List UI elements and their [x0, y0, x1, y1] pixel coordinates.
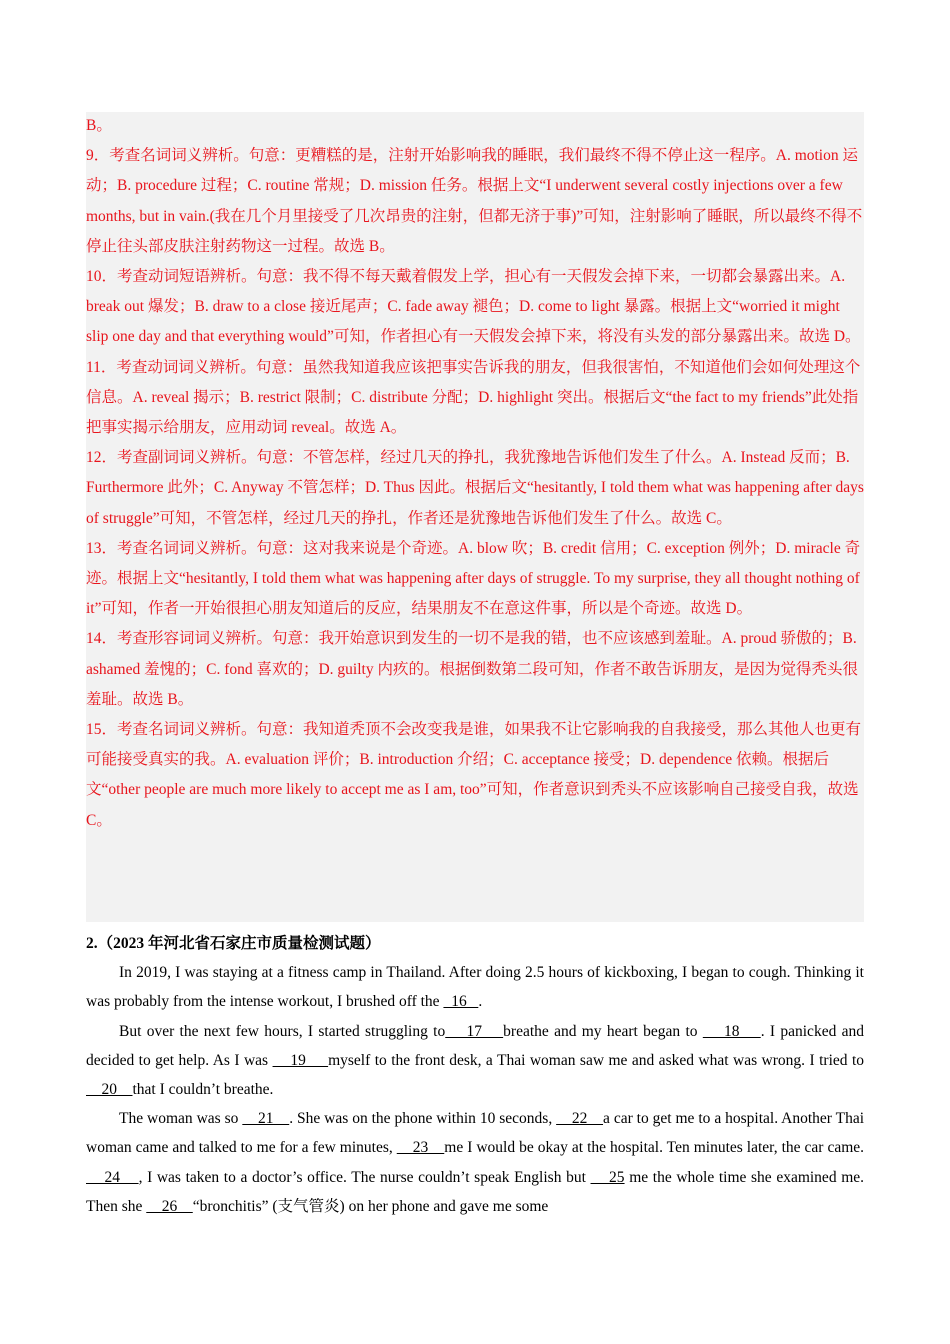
paragraph-text: “bronchitis” (支气管炎) on her phone and gave me some [192, 1197, 549, 1215]
paragraph-text: . She was on the phone within 10 seconds, [289, 1110, 557, 1128]
answer-9: 9．考查名词词义辨析。句意：更糟糕的是，注射开始影响我的睡眠，我们最终不得不停止这一程序。A. motion 运动；B. procedure 过程；C. routine 常规；D. mission 任务。根据上文“I underwent several costly injections over a few months, but in vain.(我在几个月里接受了几次昂贵的注射，但都无济于事)”可知，注射影响了睡眠，所以最终不得不停止往头部皮肤注射药物这一过程。故选 B。 [86, 147, 863, 255]
paragraph-text: a car to get me to a hospital. Another Thai woman came and talked to me for a few minutes, [86, 1110, 865, 1157]
blank-16: 16 [443, 993, 479, 1011]
paragraph-text: that I couldn’t breathe. [132, 1081, 274, 1099]
answer-12: 12．考查副词词义辨析。句意：不管怎样，经过几天的挣扎，我犹豫地告诉他们发生了什么。A. Instead 反而；B. Furthermore 此外；C. Anyway 不管怎样；D. Thus 因此。根据后文“hesitantly, I told them what was happening after days of struggle”可知，不管怎样，经过几天的挣扎，作者还是犹豫地告诉他们发生了什么。故选 C。 [86, 449, 864, 527]
passage-paragraph-2 [86, 1017, 864, 1105]
paragraph-text: breathe and my heart began to [503, 1022, 703, 1040]
blank-17: 17 [445, 1022, 504, 1040]
answer-8-tail: B。 [86, 117, 112, 134]
answer-11: 11．考查动词词义辨析。句意：虽然我知道我应该把事实告诉我的朋友，但我很害怕，不知道他们会如何处理这个信息。A. reveal 揭示；B. restrict 限制；C. distribute 分配；D. highlight 突出。根据后文“the fact to my friends”此处指把事实揭示给朋友，应用动词 reveal。故选 A。 [86, 358, 861, 437]
paragraph-text: . [478, 993, 483, 1011]
paragraph-text: . I panicked and decided to get help. As I was [86, 1022, 865, 1069]
answer-13: 13．考查名词词义辨析。句意：这对我来说是个奇迹。A. blow 吹；B. credit 信用；C. exception 例外；D. miracle 奇迹。根据上文“hesitantly, I told them what was happening after days of struggle. To my surprise, they all thought nothing of it”可知，作者一开始很担心朋友知道后的反应，结果朋友不在意这件事，所以是个奇迹。故选 D。 [86, 539, 861, 618]
paragraph-text: But over the next few hours, I started struggling to [119, 1022, 446, 1040]
answer-14: 14．考查形容词词义辨析。句意：我开始意识到发生的一切不是我的错，也不应该感到羞耻。A. proud 骄傲的；B. ashamed 羞愧的；C. fond 喜欢的；D. guilty 内疚的。根据倒数第二段可知，作者不敢告诉朋友，是因为觉得秃头很羞耻。故选 B。 [86, 630, 858, 708]
paragraph-text: The woman was so [119, 1110, 243, 1128]
blank-24: 24 [86, 1168, 139, 1186]
answer-explanations [86, 111, 864, 836]
paragraph-text: me the whole time she examined me. Then she [86, 1168, 865, 1215]
paragraph-text: , I was taken to a doctor’s office. The nurse couldn’t speak English but [138, 1168, 591, 1186]
blank-23: 23 [396, 1139, 445, 1157]
cloze-passage [86, 929, 864, 1221]
blank-22: 22 [556, 1110, 604, 1128]
passage-paragraph-1 [86, 958, 864, 1016]
blank-20: 20 [86, 1081, 133, 1099]
blank-18: 18 [702, 1022, 761, 1040]
blank-21: 21 [242, 1110, 290, 1128]
passage-paragraph-3 [86, 1104, 864, 1221]
answer-15: 15．考查名词词义辨析。句意：我知道秃顶不会改变我是谁，如果我不让它影响我的自我接受，那么其他人也更有可能接受真实的我。A. evaluation 评价；B. introduction 介绍；C. acceptance 接受；D. dependence 依赖。根据后文“other people are much more likely to accept me as I am, too”可知，作者意识到秃头不应该影响自己接受自我，故选 C。 [86, 721, 862, 829]
paragraph-text: me I would be okay at the hospital. Ten minutes later, the car came. [444, 1139, 865, 1157]
blank-19: 19 [272, 1051, 329, 1069]
paragraph-text: In 2019, I was staying at a fitness camp in Thailand. After doing 2.5 hours of kickboxing, I began to cough. Thinking it was probably from the intense workout, I brushed off the [86, 964, 864, 1011]
answer-10: 10．考查动词短语辨析。句意：我不得不每天戴着假发上学，担心有一天假发会掉下来，一切都会暴露出来。A. break out 爆发；B. draw to a close 接近尾声；C. fade away 褪色；D. come to light 暴露。根据上文“worried it might slip one day and that everything would”可知，作者担心有一天假发会掉下来，将没有头发的部分暴露出来。故选 D。 [86, 268, 861, 346]
paragraph-text: myself to the front desk, a Thai woman saw me and asked what was wrong. I tried to [328, 1051, 865, 1069]
blank-25: 25 [590, 1168, 625, 1186]
question-heading: 2.（2023 年河北省石家庄市质量检测试题） [86, 935, 381, 952]
blank-26: 26 [146, 1197, 193, 1215]
